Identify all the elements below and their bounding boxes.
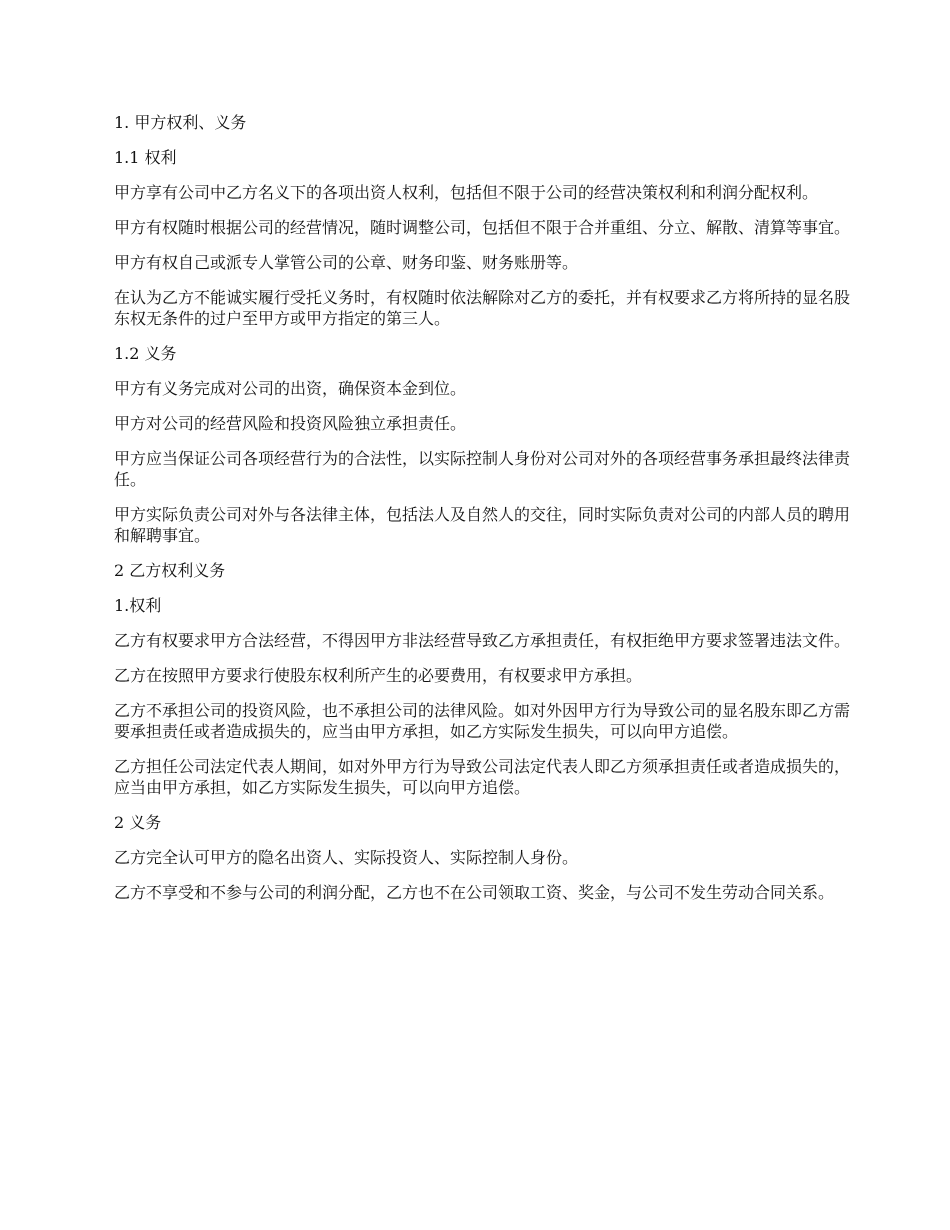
subsection-heading-1-1: 1.1 权利 xyxy=(114,148,177,167)
paragraph: 甲方有权自己或派专人掌管公司的公章、财务印鉴、财务账册等。 xyxy=(114,253,579,272)
subsection-heading-duties: 2 义务 xyxy=(114,813,162,832)
subsection-heading-rights: 1.权利 xyxy=(114,596,162,615)
paragraph: 乙方担任公司法定代表人期间，如对外甲方行为导致公司法定代表人即乙方须承担责任或者造成损失的，应当由甲方承担，如乙方实际发生损失，可以向甲方追偿。 xyxy=(114,757,851,797)
section-heading-1: 1. 甲方权利、义务 xyxy=(114,113,247,132)
paragraph: 甲方对公司的经营风险和投资风险独立承担责任。 xyxy=(114,414,467,433)
paragraph: 在认为乙方不能诚实履行受托义务时，有权随时依法解除对乙方的委托，并有权要求乙方将所持的显名股东权无条件的过户至甲方或甲方指定的第三人。 xyxy=(114,288,851,328)
paragraph: 乙方完全认可甲方的隐名出资人、实际投资人、实际控制人身份。 xyxy=(114,848,579,867)
subsection-heading-1-2: 1.2 义务 xyxy=(114,344,177,363)
paragraph: 甲方有义务完成对公司的出资，确保资本金到位。 xyxy=(114,379,467,398)
paragraph: 甲方有权随时根据公司的经营情况，随时调整公司，包括但不限于合并重组、分立、解散、清算等事宜。 xyxy=(114,218,851,237)
paragraph: 乙方在按照甲方要求行使股东权利所产生的必要费用，有权要求甲方承担。 xyxy=(114,666,643,685)
paragraph: 乙方有权要求甲方合法经营，不得因甲方非法经营导致乙方承担责任，有权拒绝甲方要求签署违法文件。 xyxy=(114,631,851,650)
paragraph: 乙方不承担公司的投资风险，也不承担公司的法律风险。如对外因甲方行为导致公司的显名股东即乙方需要承担责任或者造成损失的，应当由甲方承担，如乙方实际发生损失，可以向甲方追偿。 xyxy=(114,701,851,741)
section-heading-2: 2 乙方权利义务 xyxy=(114,561,226,580)
paragraph: 甲方享有公司中乙方名义下的各项出资人权利，包括但不限于公司的经营决策权利和利润分配权利。 xyxy=(114,183,819,202)
paragraph: 甲方应当保证公司各项经营行为的合法性，以实际控制人身份对公司对外的各项经营事务承担最终法律责任。 xyxy=(114,449,851,489)
paragraph: 甲方实际负责公司对外与各法律主体，包括法人及自然人的交往，同时实际负责对公司的内部人员的聘用和解聘事宜。 xyxy=(114,505,851,545)
paragraph: 乙方不享受和不参与公司的利润分配，乙方也不在公司领取工资、奖金，与公司不发生劳动合同关系。 xyxy=(114,883,835,902)
document-body xyxy=(114,112,854,917)
